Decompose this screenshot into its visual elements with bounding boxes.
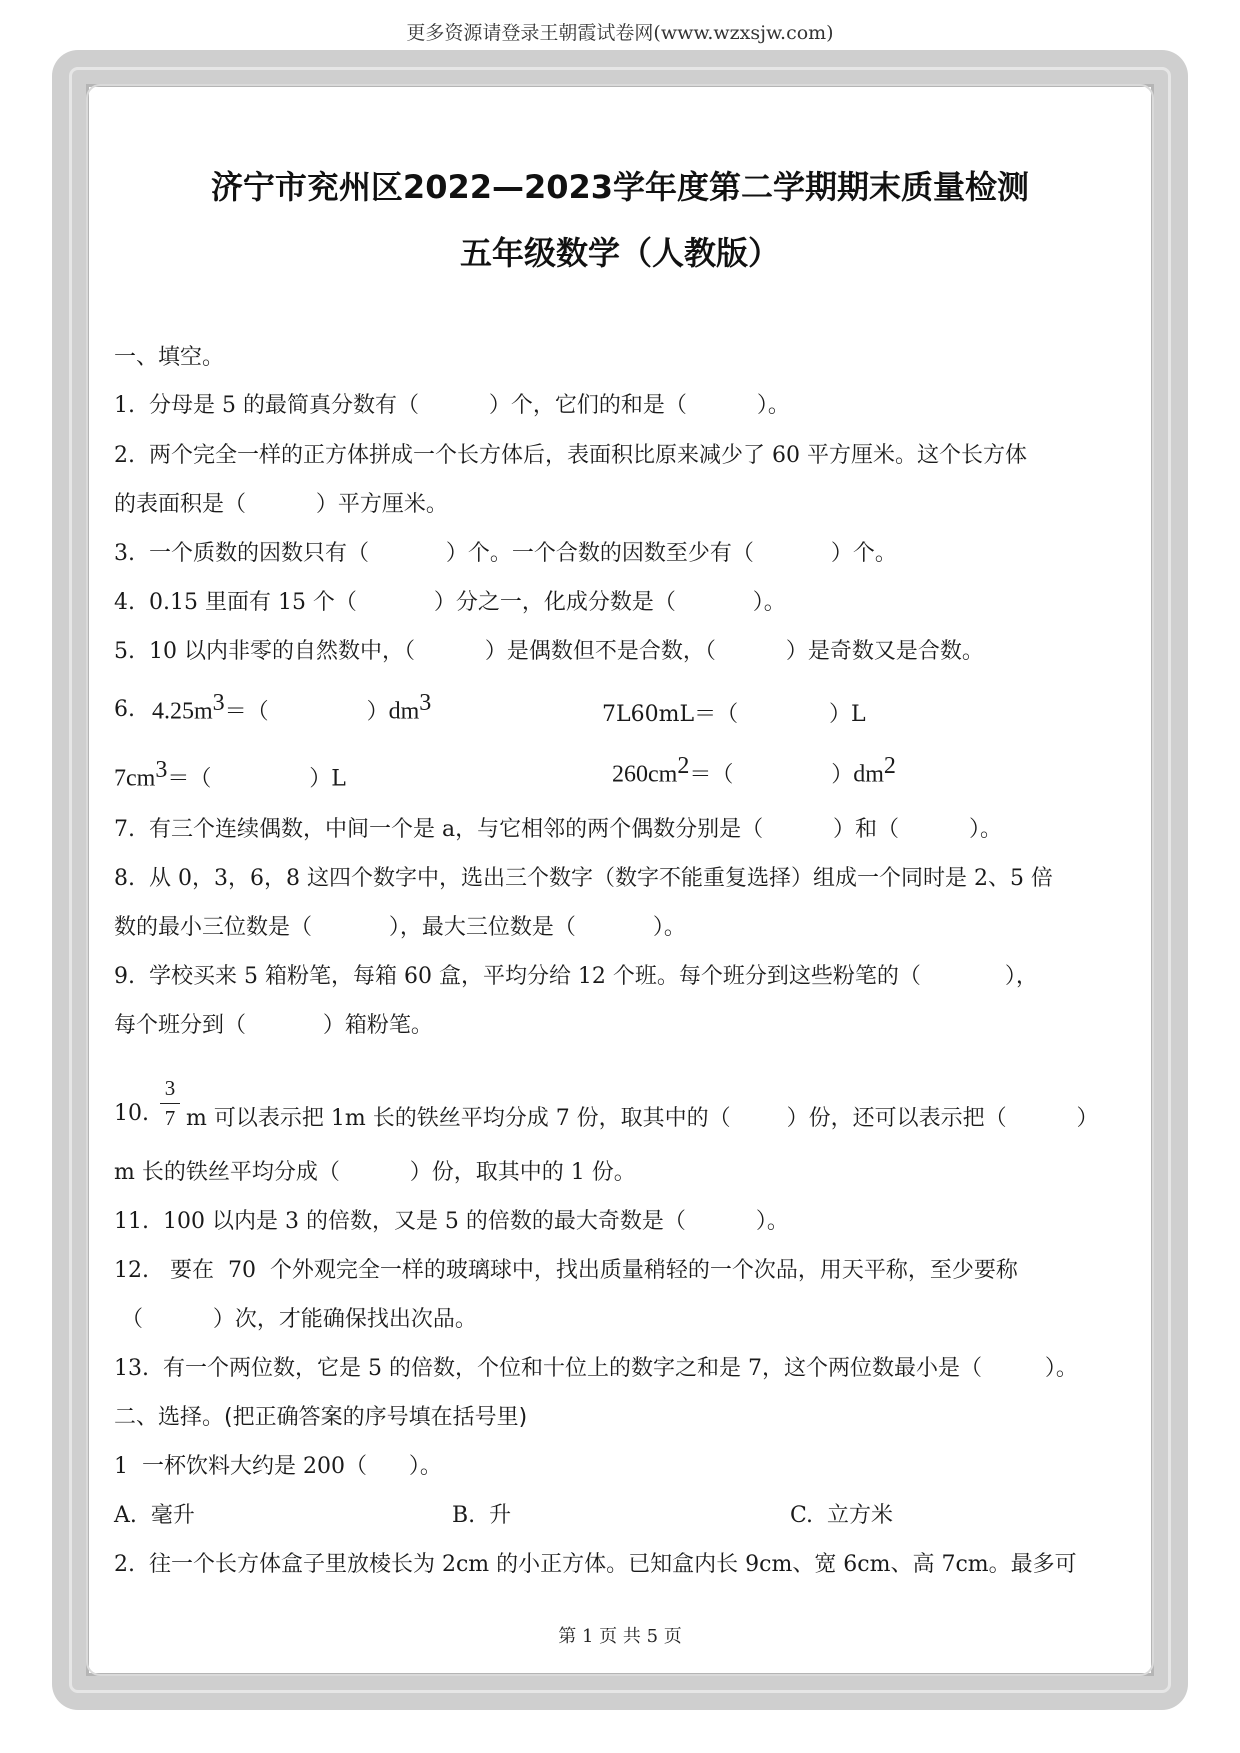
question-3: 3. 一个质数的因数只有（ ）个。一个合数的因数至少有（ ）个。 (114, 541, 897, 566)
question-6-conversion-b: 7L60mL＝（ ）L (602, 702, 866, 727)
choice-question-1: 1 一杯饮料大约是 200（ ）。 (114, 1454, 442, 1479)
question-9-line-1: 9. 学校买来 5 箱粉笔，每箱 60 盒，平均分给 12 个班。每个班分到这些粉笔的（ ）， (114, 964, 1038, 989)
question-6-conversion-c: $7cm^3=$（ ）L (114, 757, 346, 792)
question-6-conversion-a: $4.25m^3=$（ ）$dm^3$ (152, 690, 432, 725)
question-13: 13. 有一个两位数，它是 5 的倍数，个位和十位上的数字之和是 7，这个两位数最小是（ ）。 (114, 1356, 1078, 1381)
question-12-line-2: （ ）次，才能确保找出次品。 (114, 1307, 477, 1332)
choice-option-a: A. 毫升 (114, 1503, 195, 1528)
section-1-heading: 一、填空。 (114, 345, 225, 370)
exam-subtitle: 五年级数学（人教版） (459, 234, 780, 272)
choice-question-2: 2. 往一个长方体盒子里放棱长为 2cm 的小正方体。已知盒内长 9cm、宽 6cm、高 7cm。最多可 (114, 1552, 1077, 1577)
question-9-line-2: 每个班分到（ ）箱粉笔。 (114, 1013, 433, 1038)
question-4: 4. 0.15 里面有 15 个（ ）分之一，化成分数是（ ）。 (114, 590, 786, 615)
question-2-line-1: 2. 两个完全一样的正方体拼成一个长方体后，表面积比原来减少了 60 平方厘米。这个长方体 (114, 443, 1027, 468)
choice-option-c: C. 立方米 (790, 1503, 894, 1528)
question-8-line-1: 8. 从 0，3，6，8 这四个数字中，选出三个数字（数字不能重复选择）组成一个同时是 2、5 倍 (114, 866, 1053, 891)
choice-option-b: B. 升 (452, 1503, 512, 1528)
fraction-numerator: 3 (164, 1076, 176, 1100)
question-10-line-2: m 长的铁丝平均分成（ ）份，取其中的 1 份。 (114, 1160, 636, 1185)
question-6-conversion-d: $260cm^2=$（ ）$dm^2$ (612, 753, 896, 788)
question-1: 1. 分母是 5 的最简真分数有（ ）个，它们的和是（ ）。 (114, 393, 790, 418)
question-11: 11. 100 以内是 3 的倍数，又是 5 的倍数的最大奇数是（ ）。 (114, 1209, 789, 1234)
page-number: 第 1 页 共 5 页 (558, 1626, 682, 1647)
question-2-line-2: 的表面积是（ ）平方厘米。 (114, 492, 448, 517)
question-8-line-2: 数的最小三位数是（ ），最大三位数是（ ）。 (114, 915, 686, 940)
question-12-line-1: 12. 要在 70 个外观完全一样的玻璃球中，找出质量稍轻的一个次品，用天平称，至少要称 (114, 1258, 1018, 1283)
question-7: 7. 有三个连续偶数，中间一个是 a，与它相邻的两个偶数分别是（ ）和（ ）。 (114, 817, 1002, 842)
exam-title: 济宁市兖州区2022—2023学年度第二学期期末质量检测 (210, 168, 1030, 206)
question-5: 5. 10 以内非零的自然数中，（ ）是偶数但不是合数，（ ）是奇数又是合数。 (114, 639, 984, 664)
section-2-heading: 二、选择。(把正确答案的序号填在括号里) (114, 1405, 528, 1430)
fraction-denominator: 7 (164, 1106, 176, 1130)
question-6-number: 6. (114, 697, 135, 722)
question-10-fraction (160, 1076, 180, 1131)
question-10-line-1: m 可以表示把 1m 长的铁丝平均分成 7 份，取其中的（ ）份，还可以表示把（ ） (186, 1106, 1099, 1131)
question-10-number: 10. (114, 1101, 149, 1126)
site-header-note: 更多资源请登录王朝霞试卷网(www.wzxsjw.com) (406, 22, 834, 44)
